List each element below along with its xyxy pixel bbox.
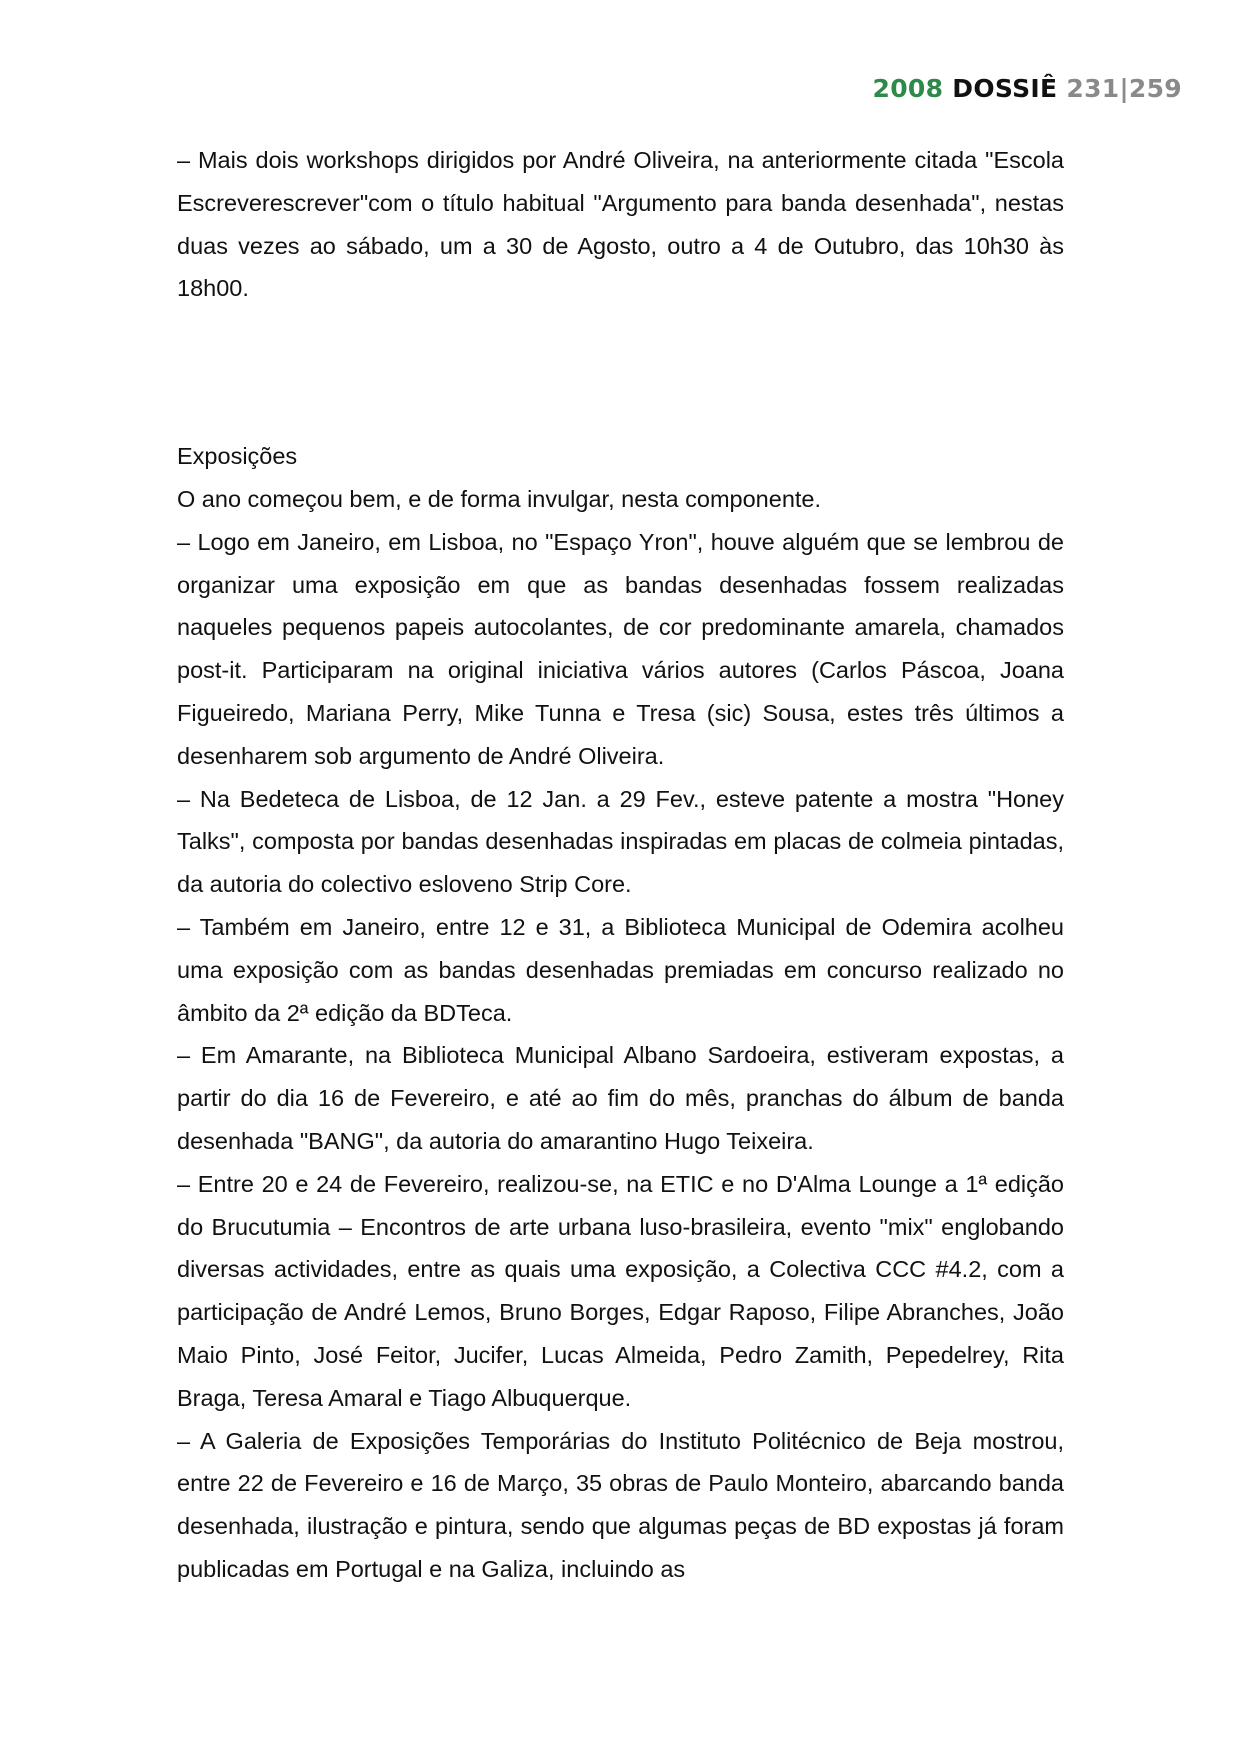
paragraph-bedeteca: – Na Bedeteca de Lisboa, de 12 Jan. a 29 Fev., esteve patente a mostra "Honey Talks", composta por bandas desenhadas inspiradas em placas de colmeia pintadas, da autoria do colectivo esloveno Strip Core. <box>177 785 1064 898</box>
paragraph-amarante: – Em Amarante, na Biblioteca Municipal Albano Sardoeira, estiveram expostas, a partir do dia 16 de Fevereiro, e até ao fim do mês, pranchas do álbum de banda desenhada "BANG", da autoria do amarantino Hugo Teixeira. <box>177 1042 1064 1154</box>
section-heading-exposicoes: Exposições <box>177 443 298 470</box>
paragraph-odemira: – Também em Janeiro, entre 12 e 31, a Biblioteca Municipal de Odemira acolheu uma exposição com as bandas desenhadas premiadas em concurso realizado no âmbito da 2ª edição da BDTeca. <box>177 913 1064 1026</box>
document-body <box>177 139 1064 1591</box>
paragraph-workshops: – Mais dois workshops dirigidos por André Oliveira, na anteriormente citada "Escola Escreverescrever"com o título habitual "Argumento para banda desenhada", nestas duas vezes ao sábado, um a 30 de Agosto, outro a 4 de Outubro, das 10h30 às 18h00. <box>177 147 1064 302</box>
paragraph-brucutumia: – Entre 20 e 24 de Fevereiro, realizou-se, na ETIC e no D'Alma Lounge a 1ª edição do Brucutumia – Encontros de arte urbana luso-brasileira, evento "mix" englobando diversas actividades, entre as quais uma exposição, a Colectiva CCC #4.2, com a participação de André Lemos, Bruno Borges, Edgar Raposo, Filipe Abranches, João Maio Pinto, José Feitor, Jucifer, Lucas Almeida, Pedro Zamith, Pepedelrey, Rita Braga, Teresa Amaral e Tiago Albuquerque. <box>177 1170 1064 1411</box>
header-year: 2008 <box>872 74 944 103</box>
paragraph-espaco-yron: – Logo em Janeiro, em Lisboa, no "Espaço Yron", houve alguém que se lembrou de organizar uma exposição em que as bandas desenhadas fossem realizadas naqueles pequenos papeis autocolantes, de cor predominante amarela, chamados post-it. Participaram na original iniciativa vários autores (Carlos Páscoa, Joana Figueiredo, Mariana Perry, Mike Tunna e Tresa (sic) Sousa, estes três últimos a desenharem sob argumento de André Oliveira. <box>177 528 1064 769</box>
header-page-numbers: 231|259 <box>1066 74 1182 103</box>
paragraph-beja: – A Galeria de Exposições Temporárias do Instituto Politécnico de Beja mostrou, entre 22 de Fevereiro e 16 de Março, 35 obras de Paulo Monteiro, abarcando banda desenhada, ilustração e pintura, sendo que algumas peças de BD expostas já foram publicadas em Portugal e na Galiza, incluindo as <box>177 1427 1064 1582</box>
paragraph-intro: O ano começou bem, e de forma invulgar, nesta componente. <box>177 485 822 512</box>
section-spacer <box>177 310 1064 435</box>
page-header <box>873 74 1183 103</box>
header-title: DOSSIÊ <box>952 74 1058 103</box>
